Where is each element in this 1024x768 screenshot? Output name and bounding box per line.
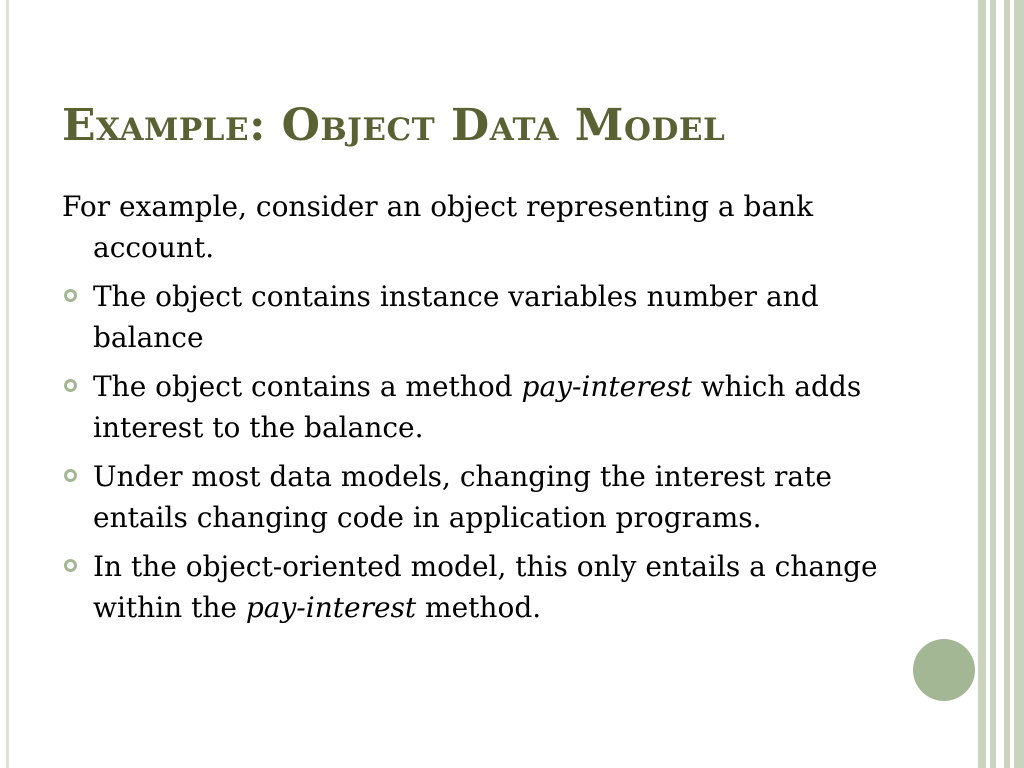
bullet-emphasis: pay-interest bbox=[245, 591, 417, 624]
intro-paragraph: For example, consider an object representing a bank account. bbox=[62, 190, 814, 264]
bullet-text: In the object-oriented model, this only entails a change within the bbox=[93, 550, 878, 624]
right-decorative-band bbox=[996, 0, 1004, 768]
bullet-item bbox=[62, 546, 882, 628]
right-decorative-band bbox=[1014, 0, 1024, 768]
hollow-circle-bullet-icon bbox=[64, 559, 77, 572]
slide-title: Example: Object Data Model bbox=[62, 100, 726, 151]
green-circle-decoration bbox=[913, 639, 975, 701]
bullet-emphasis: pay-interest bbox=[521, 370, 692, 403]
hollow-circle-bullet-icon bbox=[64, 379, 77, 392]
bullet-item bbox=[62, 456, 882, 538]
bullet-text: The object contains instance variables number and balance bbox=[93, 280, 819, 354]
hollow-circle-bullet-icon bbox=[64, 469, 77, 482]
bullet-text-after: which adds interest to the balance. bbox=[93, 370, 862, 444]
right-decorative-band bbox=[978, 0, 986, 768]
left-border-rule bbox=[6, 0, 9, 768]
bullet-text: Under most data models, changing the interest rate entails changing code in application programs. bbox=[93, 460, 832, 534]
bullet-item bbox=[62, 276, 882, 358]
bullet-item bbox=[62, 366, 882, 448]
slide-body bbox=[62, 186, 882, 636]
hollow-circle-bullet-icon bbox=[64, 289, 77, 302]
bullet-text-after: method. bbox=[416, 591, 542, 624]
bullet-text: The object contains a method bbox=[93, 370, 522, 403]
